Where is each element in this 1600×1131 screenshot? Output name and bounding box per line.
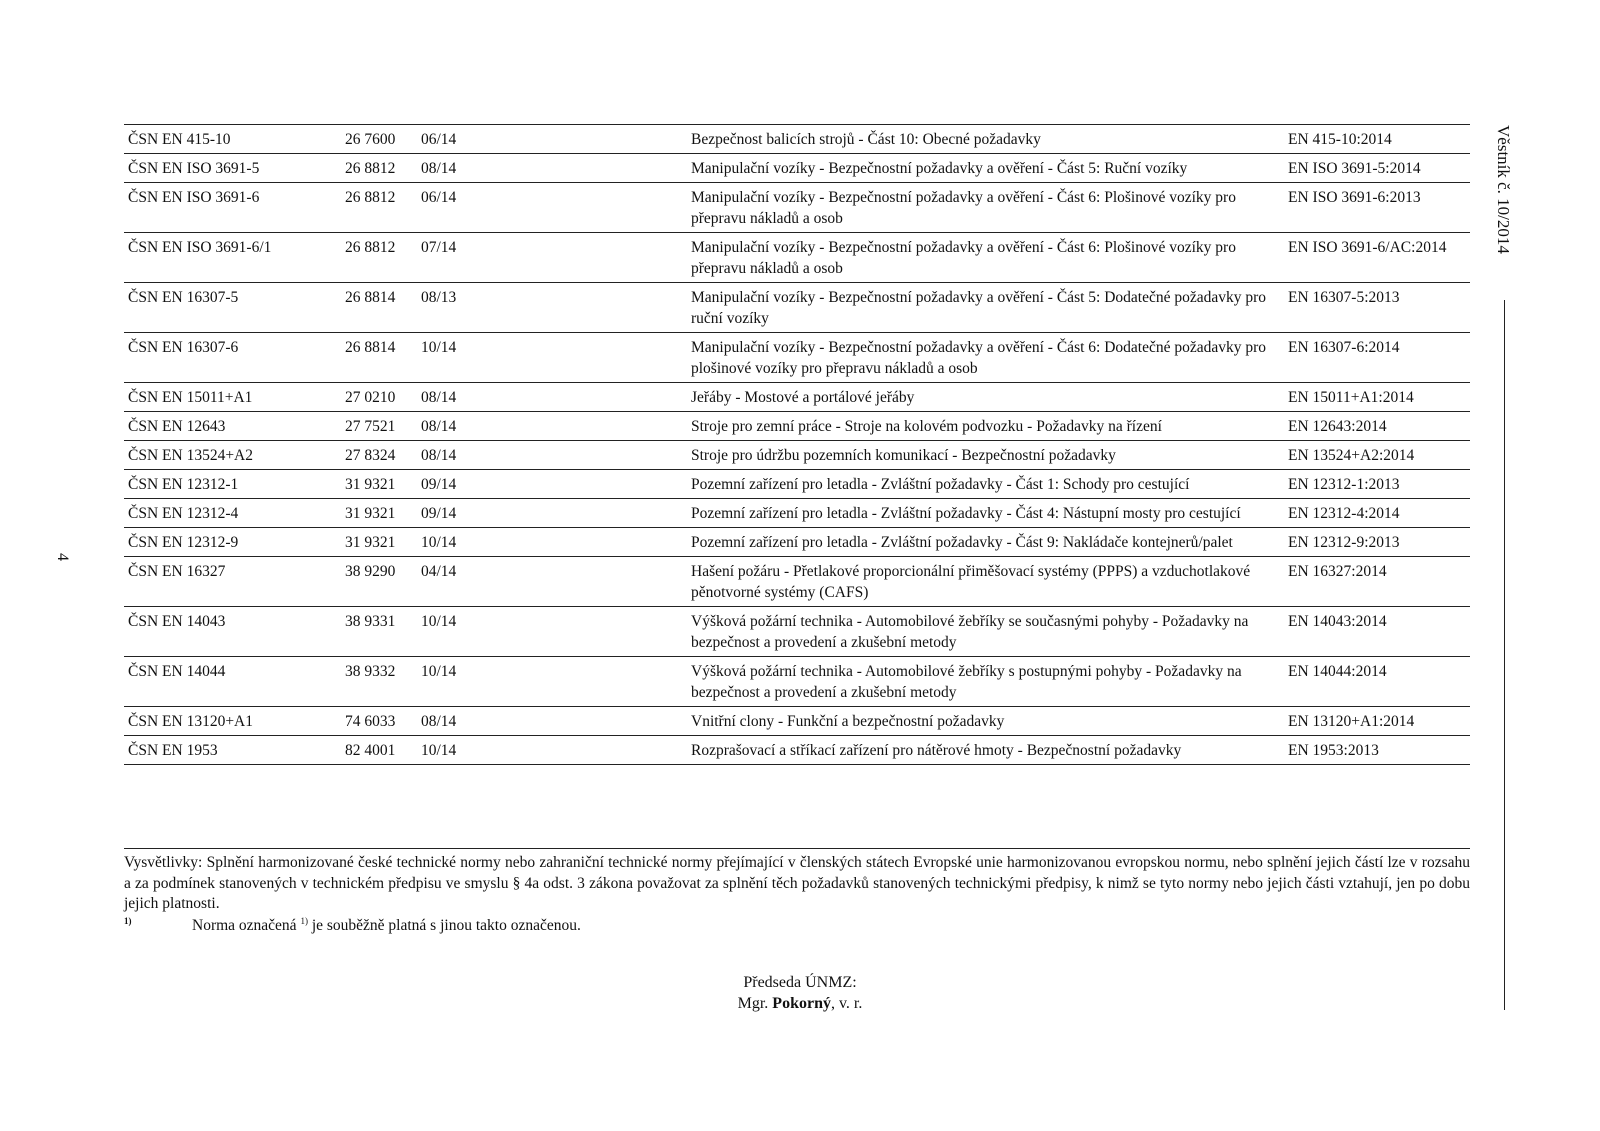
norm-title-cell: Výšková požární technika - Automobilové žebříky s postupnými pohyby - Požadavky na bezpečnost a provedení a zkušební metody (687, 657, 1284, 707)
en-reference-cell: EN 14043:2014 (1284, 607, 1470, 657)
classification-cell: 31 9321 (341, 499, 417, 528)
table-row (124, 154, 1470, 183)
issue-date-cell: 08/14 (417, 154, 687, 183)
norm-code-cell: ČSN EN 13524+A2 (124, 441, 341, 470)
norms-table (124, 124, 1470, 765)
table-row (124, 183, 1470, 233)
norm-title-cell: Rozprašovací a stříkací zařízení pro nátěrové hmoty - Bezpečnostní požadavky (687, 736, 1284, 765)
norm-title-cell: Manipulační vozíky - Bezpečnostní požadavky a ověření - Část 6: Plošinové vozíky pro přepravu nákladů a osob (687, 233, 1284, 283)
norm-code-cell: ČSN EN 16327 (124, 557, 341, 607)
table-row (124, 607, 1470, 657)
norm-title-cell: Hašení požáru - Přetlakové proporcionální přiměšovací systémy (PPPS) a vzduchotlakové pěnotvorné systémy (CAFS) (687, 557, 1284, 607)
classification-cell: 27 7521 (341, 412, 417, 441)
issue-date-cell: 08/14 (417, 412, 687, 441)
norm-code-cell: ČSN EN 13120+A1 (124, 707, 341, 736)
en-reference-cell: EN 16307-6:2014 (1284, 333, 1470, 383)
table-row (124, 736, 1470, 765)
notes-divider (124, 848, 1470, 849)
footnote-text (192, 916, 581, 935)
page-number: 4 (54, 553, 71, 561)
en-reference-cell: EN 16327:2014 (1284, 557, 1470, 607)
table-row (124, 657, 1470, 707)
classification-cell: 82 4001 (341, 736, 417, 765)
signature-name (0, 993, 1600, 1014)
norm-code-cell: ČSN EN 12643 (124, 412, 341, 441)
issue-date-cell: 10/14 (417, 607, 687, 657)
norm-code-cell: ČSN EN 12312-4 (124, 499, 341, 528)
issue-date-cell: 08/14 (417, 441, 687, 470)
journal-issue-label: Věstník č. 10/2014 (1494, 125, 1513, 254)
en-reference-cell: EN 12312-9:2013 (1284, 528, 1470, 557)
en-reference-cell: EN 13524+A2:2014 (1284, 441, 1470, 470)
table-row (124, 412, 1470, 441)
issue-date-cell: 08/14 (417, 707, 687, 736)
issue-date-cell: 10/14 (417, 657, 687, 707)
norm-title-cell: Manipulační vozíky - Bezpečnostní požadavky a ověření - Část 6: Dodatečné požadavky pro plošinové vozíky pro přepravu nákladů a osob (687, 333, 1284, 383)
issue-date-cell: 10/14 (417, 736, 687, 765)
norms-table-body (124, 125, 1470, 765)
footnote-prefix: Norma označená (192, 917, 297, 935)
classification-cell: 27 0210 (341, 383, 417, 412)
en-reference-cell: EN 12312-1:2013 (1284, 470, 1470, 499)
norm-code-cell: ČSN EN 16307-6 (124, 333, 341, 383)
classification-cell: 26 7600 (341, 125, 417, 154)
norm-code-cell: ČSN EN ISO 3691-6 (124, 183, 341, 233)
table-row (124, 499, 1470, 528)
en-reference-cell: EN 13120+A1:2014 (1284, 707, 1470, 736)
classification-cell: 31 9321 (341, 470, 417, 499)
norm-code-cell: ČSN EN 415-10 (124, 125, 341, 154)
issue-date-cell: 04/14 (417, 557, 687, 607)
norm-code-cell: ČSN EN ISO 3691-5 (124, 154, 341, 183)
signature-suffix: , v. r. (830, 995, 863, 1012)
table-row (124, 557, 1470, 607)
norm-code-cell: ČSN EN 14043 (124, 607, 341, 657)
issue-date-cell: 10/14 (417, 333, 687, 383)
norm-code-cell: ČSN EN 16307-5 (124, 283, 341, 333)
classification-cell: 26 8812 (341, 233, 417, 283)
en-reference-cell: EN ISO 3691-6:2013 (1284, 183, 1470, 233)
table-row (124, 470, 1470, 499)
footnote-inline-mark: 1) (300, 916, 308, 926)
classification-cell: 27 8324 (341, 441, 417, 470)
table-row (124, 233, 1470, 283)
classification-cell: 38 9290 (341, 557, 417, 607)
explanatory-notes: Vysvětlivky: Splnění harmonizované české technické normy nebo zahraniční technické normy přejímající v členských státech Evropské unie harmonizovanou evropskou normu, nebo splnění jejich částí lze v rozsahu a za podmínek stanovených v technickém předpisu ve smyslu § 4a odst. 3 zákona považovat za splnění těch požadavků stanovených technickými předpisy, k nimž se tyto normy nebo jejich části vztahují, jen po dobu jejich platnosti. (124, 854, 1470, 912)
table-row (124, 283, 1470, 333)
issue-date-cell: 06/14 (417, 125, 687, 154)
norm-code-cell: ČSN EN ISO 3691-6/1 (124, 233, 341, 283)
footnote (124, 916, 1024, 935)
classification-cell: 26 8814 (341, 333, 417, 383)
table-row (124, 383, 1470, 412)
footnote-mark: 1) (124, 916, 132, 926)
side-rule (1504, 300, 1505, 1010)
en-reference-cell: EN 415-10:2014 (1284, 125, 1470, 154)
issue-date-cell: 09/14 (417, 470, 687, 499)
classification-cell: 74 6033 (341, 707, 417, 736)
norm-title-cell: Manipulační vozíky - Bezpečnostní požadavky a ověření - Část 5: Ruční vozíky (687, 154, 1284, 183)
norm-title-cell: Pozemní zařízení pro letadla - Zvláštní požadavky - Část 4: Nástupní mosty pro cestující (687, 499, 1284, 528)
issue-date-cell: 10/14 (417, 528, 687, 557)
issue-date-cell: 09/14 (417, 499, 687, 528)
table-row (124, 441, 1470, 470)
signature-surname: Pokorný (772, 995, 831, 1012)
table-row (124, 707, 1470, 736)
norm-code-cell: ČSN EN 12312-9 (124, 528, 341, 557)
en-reference-cell: EN 12312-4:2014 (1284, 499, 1470, 528)
en-reference-cell: EN 16307-5:2013 (1284, 283, 1470, 333)
en-reference-cell: EN 1953:2013 (1284, 736, 1470, 765)
signature-title: Mgr. (737, 995, 769, 1012)
table-row (124, 125, 1470, 154)
classification-cell: 38 9332 (341, 657, 417, 707)
issue-date-cell: 08/13 (417, 283, 687, 333)
table-row (124, 333, 1470, 383)
classification-cell: 26 8814 (341, 283, 417, 333)
classification-cell: 26 8812 (341, 154, 417, 183)
signature-role: Předseda ÚNMZ: (743, 974, 857, 991)
footnote-suffix: je souběžně platná s jinou takto označenou. (311, 917, 581, 935)
norm-title-cell: Bezpečnost balicích strojů - Část 10: Obecné požadavky (687, 125, 1284, 154)
classification-cell: 26 8812 (341, 183, 417, 233)
norm-title-cell: Vnitřní clony - Funkční a bezpečnostní požadavky (687, 707, 1284, 736)
norm-code-cell: ČSN EN 1953 (124, 736, 341, 765)
issue-date-cell: 07/14 (417, 233, 687, 283)
norm-code-cell: ČSN EN 12312-1 (124, 470, 341, 499)
table-row (124, 528, 1470, 557)
norm-code-cell: ČSN EN 14044 (124, 657, 341, 707)
issue-date-cell: 06/14 (417, 183, 687, 233)
issue-date-cell: 08/14 (417, 383, 687, 412)
norm-title-cell: Jeřáby - Mostové a portálové jeřáby (687, 383, 1284, 412)
classification-cell: 31 9321 (341, 528, 417, 557)
norm-title-cell: Stroje pro zemní práce - Stroje na kolovém podvozku - Požadavky na řízení (687, 412, 1284, 441)
en-reference-cell: EN 12643:2014 (1284, 412, 1470, 441)
norm-title-cell: Výšková požární technika - Automobilové žebříky se současnými pohyby - Požadavky na bezpečnost a provedení a zkušební metody (687, 607, 1284, 657)
en-reference-cell: EN ISO 3691-5:2014 (1284, 154, 1470, 183)
norm-title-cell: Manipulační vozíky - Bezpečnostní požadavky a ověření - Část 5: Dodatečné požadavky pro ruční vozíky (687, 283, 1284, 333)
en-reference-cell: EN 14044:2014 (1284, 657, 1470, 707)
norm-title-cell: Manipulační vozíky - Bezpečnostní požadavky a ověření - Část 6: Plošinové vozíky pro přepravu nákladů a osob (687, 183, 1284, 233)
en-reference-cell: EN 15011+A1:2014 (1284, 383, 1470, 412)
signature-block (0, 972, 1600, 1014)
norm-title-cell: Pozemní zařízení pro letadla - Zvláštní požadavky - Část 1: Schody pro cestující (687, 470, 1284, 499)
classification-cell: 38 9331 (341, 607, 417, 657)
norm-title-cell: Pozemní zařízení pro letadla - Zvláštní požadavky - Část 9: Nakládače kontejnerů/palet (687, 528, 1284, 557)
norm-code-cell: ČSN EN 15011+A1 (124, 383, 341, 412)
en-reference-cell: EN ISO 3691-6/AC:2014 (1284, 233, 1470, 283)
norm-title-cell: Stroje pro údržbu pozemních komunikací - Bezpečnostní požadavky (687, 441, 1284, 470)
